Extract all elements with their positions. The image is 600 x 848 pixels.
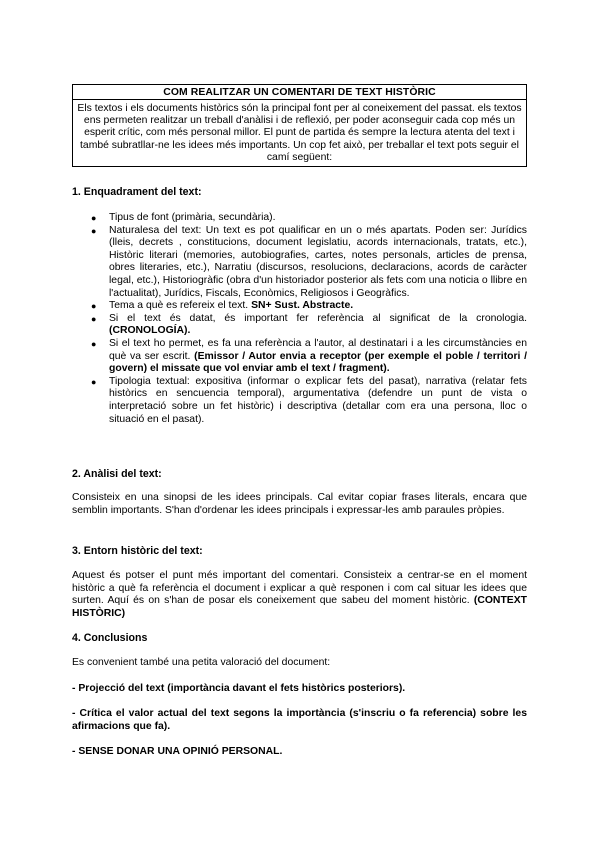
section3-paragraph: Aquest és potser el punt més important del comentari. Consisteix a centrar-se en el moment històric a què fa referència el document i explicar a què responen i com cal situar les idees que surten. Aquí és on s'han de posar els coneixement que sabeu del moment històric. (CONTEXT HISTÒRIC): [72, 570, 527, 619]
list-item: ● Tipologia textual: expositiva (informar o explicar fets del pasat), narrativa (relatar fets històrics en sencuencia temporal), argumentativa (defendre un punt de vista o interpretació sobre un fet històric) i descriptiva (detallar com era una persona, lloc o situació en el pasat).: [91, 375, 527, 425]
section4-item-critique: - Crítica el valor actual del text segons la importància (s'inscriu o fa referencia) sobre les afirmacions que fa).: [72, 708, 527, 732]
list-item: ● Si el text és datat, és important fer referència al significat de la cronologia. (CRONOLOGÍA).: [91, 312, 527, 337]
section2-heading: 2. Anàlisi del text:: [72, 468, 162, 480]
section1-heading: 1. Enquadrament del text:: [72, 186, 202, 198]
section3-heading: 3. Entorn històric del text:: [72, 545, 203, 557]
document-title: COM REALITZAR UN COMENTARI DE TEXT HISTÒRIC: [73, 85, 526, 100]
section1-bullet-list: [72, 212, 527, 426]
list-item: ● Tipus de font (primària, secundària).: [91, 212, 276, 223]
bullet-icon: ●: [91, 313, 97, 324]
section4-paragraph: Es convenient també una petita valoració del document:: [72, 657, 331, 668]
title-box: [72, 84, 527, 167]
section4-item-no-opinion: - SENSE DONAR UNA OPINIÓ PERSONAL.: [72, 746, 283, 757]
list-item: ● Tema a què es refereix el text. SN+ Sust. Abstracte.: [91, 300, 354, 312]
intro-paragraph: Els textos i els documents històrics són la principal font per al coneixement del passat. els textos ens permeten realitzar un treball d'anàlisi i de reflexió, per poder aconseguir cada cop més un esperit crític, com més personal millor. El punt de partida és sempre la lectura atenta del text i també subratllar-ne les idees més importants. Un cop fet això, per treballar el text pots seguir el camí següent:: [77, 103, 522, 163]
bullet-icon: ●: [91, 301, 97, 312]
bullet-icon: ●: [91, 225, 97, 236]
list-item: ● Naturalesa del text: Un text es pot qualificar en un o més apartats. Poden ser: Jurídics (lleis, decrets , constitucions, document legislatiu, acords internacionals, tratats, etc.), Històric literari (memories, autobiografies, cartes, notes personals, articles de prensa, obres literaries, etc.), Narratiu (discursos, resolucions, declaracions, acords de caràcter legal, etc.), Historiogràfic (obra d'un historiador posterior als fets com una noticia o llibre en l'actualitat), Jurídics, Fiscals, Econòmics, Religiosos i Geogràfics.: [91, 224, 527, 299]
list-item: ● Si el text ho permet, es fa una referència a l'autor, al destinatari i a les circumstàncies en què va ser escrit. (Emissor / Autor envia a receptor (per exemple el poble / territori / govern) el missate que vol enviar amb el text / fragment).: [91, 337, 527, 375]
bullet-icon: ●: [91, 338, 97, 349]
section4-item-projection: - Projecció del text (importància davant el fets històrics posteriors).: [72, 683, 406, 694]
bullet-icon: ●: [91, 213, 97, 223]
section4-heading: 4. Conclusions: [72, 632, 148, 644]
section2-paragraph: Consisteix en una sinopsi de les idees principals. Cal evitar copiar frases literals, encara que semblin importants. S'han d'ordenar les idees principals i expressar-les amb paraules pròpies.: [72, 492, 527, 516]
bullet-icon: ●: [91, 376, 97, 387]
